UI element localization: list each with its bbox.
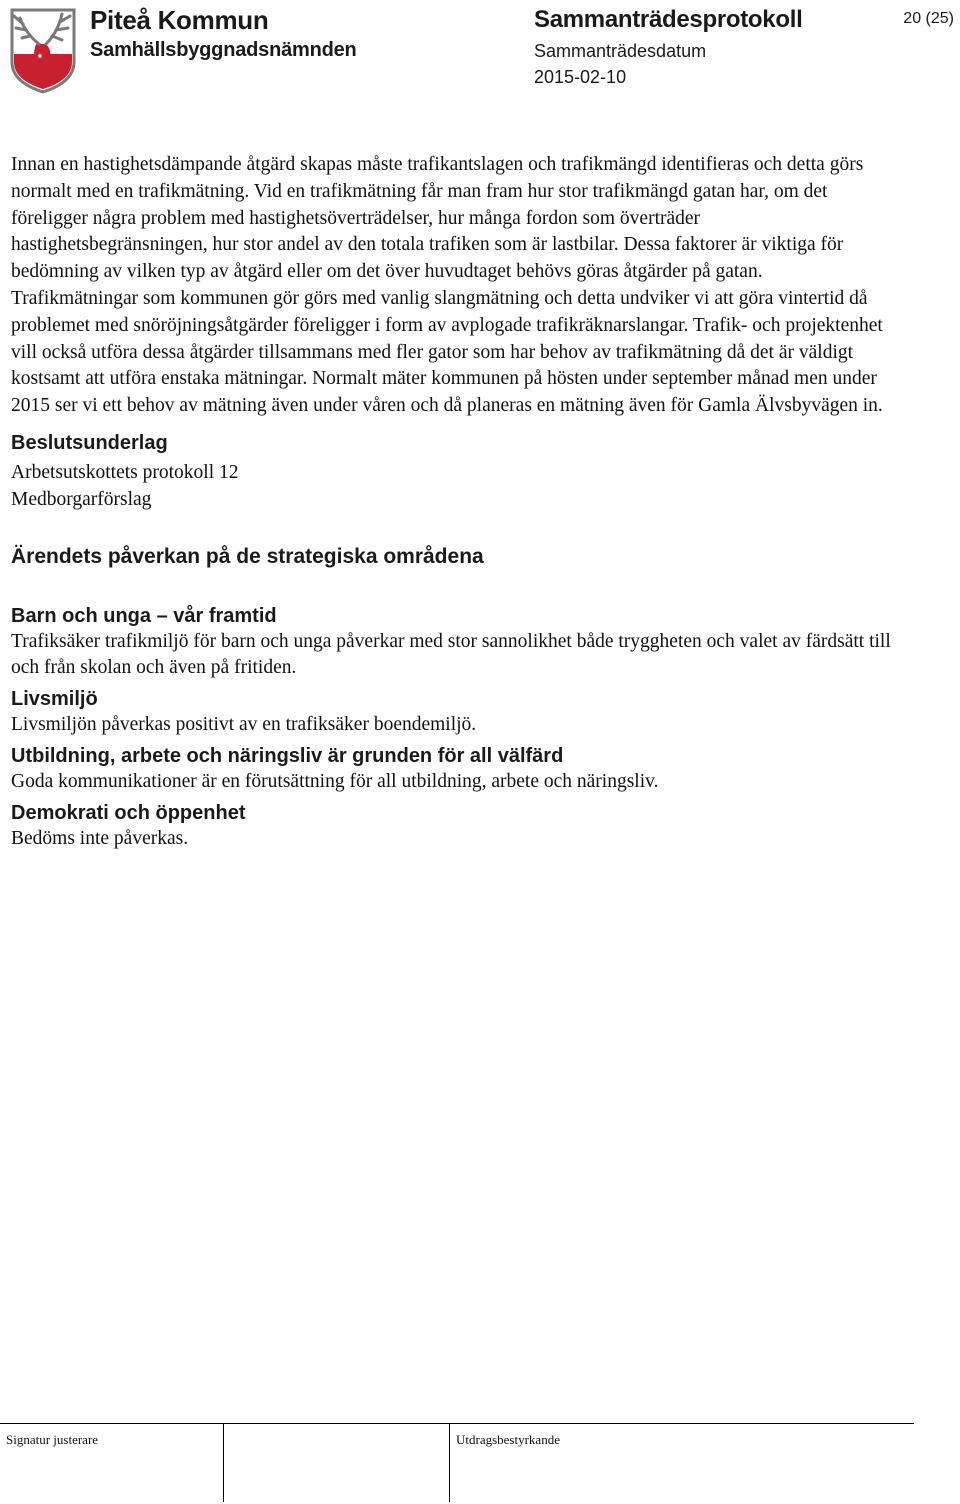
signature-cell <box>0 1424 224 1502</box>
environment-heading: Livsmiljö <box>11 688 98 711</box>
meeting-date-label: Sammanträdesdatum <box>534 41 707 61</box>
signature-blank-cell <box>224 1424 450 1502</box>
basis-item: Arbetsutskottets protokoll 12 <box>11 461 239 483</box>
extract-label: Utdragsbestyrkande <box>456 1432 560 1447</box>
document-meta <box>534 6 802 88</box>
reindeer-coat-of-arms-icon <box>6 4 80 94</box>
environment-text: Livsmiljön påverkas positivt av en trafiksäker boendemiljö. <box>11 714 477 736</box>
department-name: Samhällsbyggnadsnämnden <box>90 39 357 61</box>
basis-item: Medborgarförslag <box>11 488 152 510</box>
signature-footer <box>0 1423 914 1504</box>
children-heading: Barn och unga – vår framtid <box>11 604 277 627</box>
democracy-heading: Demokrati och öppenhet <box>11 801 246 824</box>
organization-name: Piteå Kommun <box>90 5 269 35</box>
page-number: 20 (25) <box>903 10 954 27</box>
democracy-text: Bedöms inte påverkas. <box>11 827 189 849</box>
document-header <box>0 0 960 100</box>
education-heading: Utbildning, arbete och näringsliv är grunden för all välfärd <box>11 744 564 767</box>
intro-paragraph: Innan en hastighetsdämpande åtgärd skapas måste trafikantslagen och trafikmängd identifieras och detta görs normalt med en trafikmätning. Vid en trafikmätning får man fram hur stor trafikmängd gatan har, om det föreligger några problem med hastighetsöverträdelser, hur många fordon som överträder hastighetsbegränsningen, hur stor andel av den totala trafiken som är lastbilar. Dessa faktorer är viktiga för bedömning av vilken typ av åtgärd eller om det över huvudtaget behövs göras åtgärder på gatan. Trafikmätningar som kommunen gör görs med vanlig slangmätning och detta undviker vi att göra vintertid då problemet med snöröjningsåtgärder föreligger i form av avplogade trafikräknarslangar. Trafik- och projektenhet vill också utföra dessa åtgärder tillsammans med fler gator som har behov av trafikmätning då det är väldigt kostsamt att utföra enstaka mätningar. Normalt mäter kommunen på hösten under september månad men under 2015 ser vi ett behov av mätning även under våren och då planeras en mätning även för Gamla Älvsbyvägen in. <box>11 154 883 417</box>
children-text: Trafiksäker trafikmiljö för barn och unga påverkar med stor sannolikhet både tryggheten och valet av färdsätt till och från skolan och även på fritiden. <box>11 630 891 679</box>
education-text: Goda kommunikationer är en förutsättning för all utbildning, arbete och näringsliv. <box>11 770 659 792</box>
extract-cell <box>450 1424 914 1502</box>
strategic-areas-heading: Ärendets påverkan på de strategiska områdena <box>11 544 484 568</box>
organization-block <box>90 6 357 62</box>
meeting-date: 2015-02-10 <box>534 67 627 87</box>
document-body <box>11 152 891 853</box>
signature-label: Signatur justerare <box>6 1432 99 1447</box>
basis-heading: Beslutsunderlag <box>11 431 168 454</box>
document-title: Sammanträdesprotokoll <box>534 6 803 33</box>
